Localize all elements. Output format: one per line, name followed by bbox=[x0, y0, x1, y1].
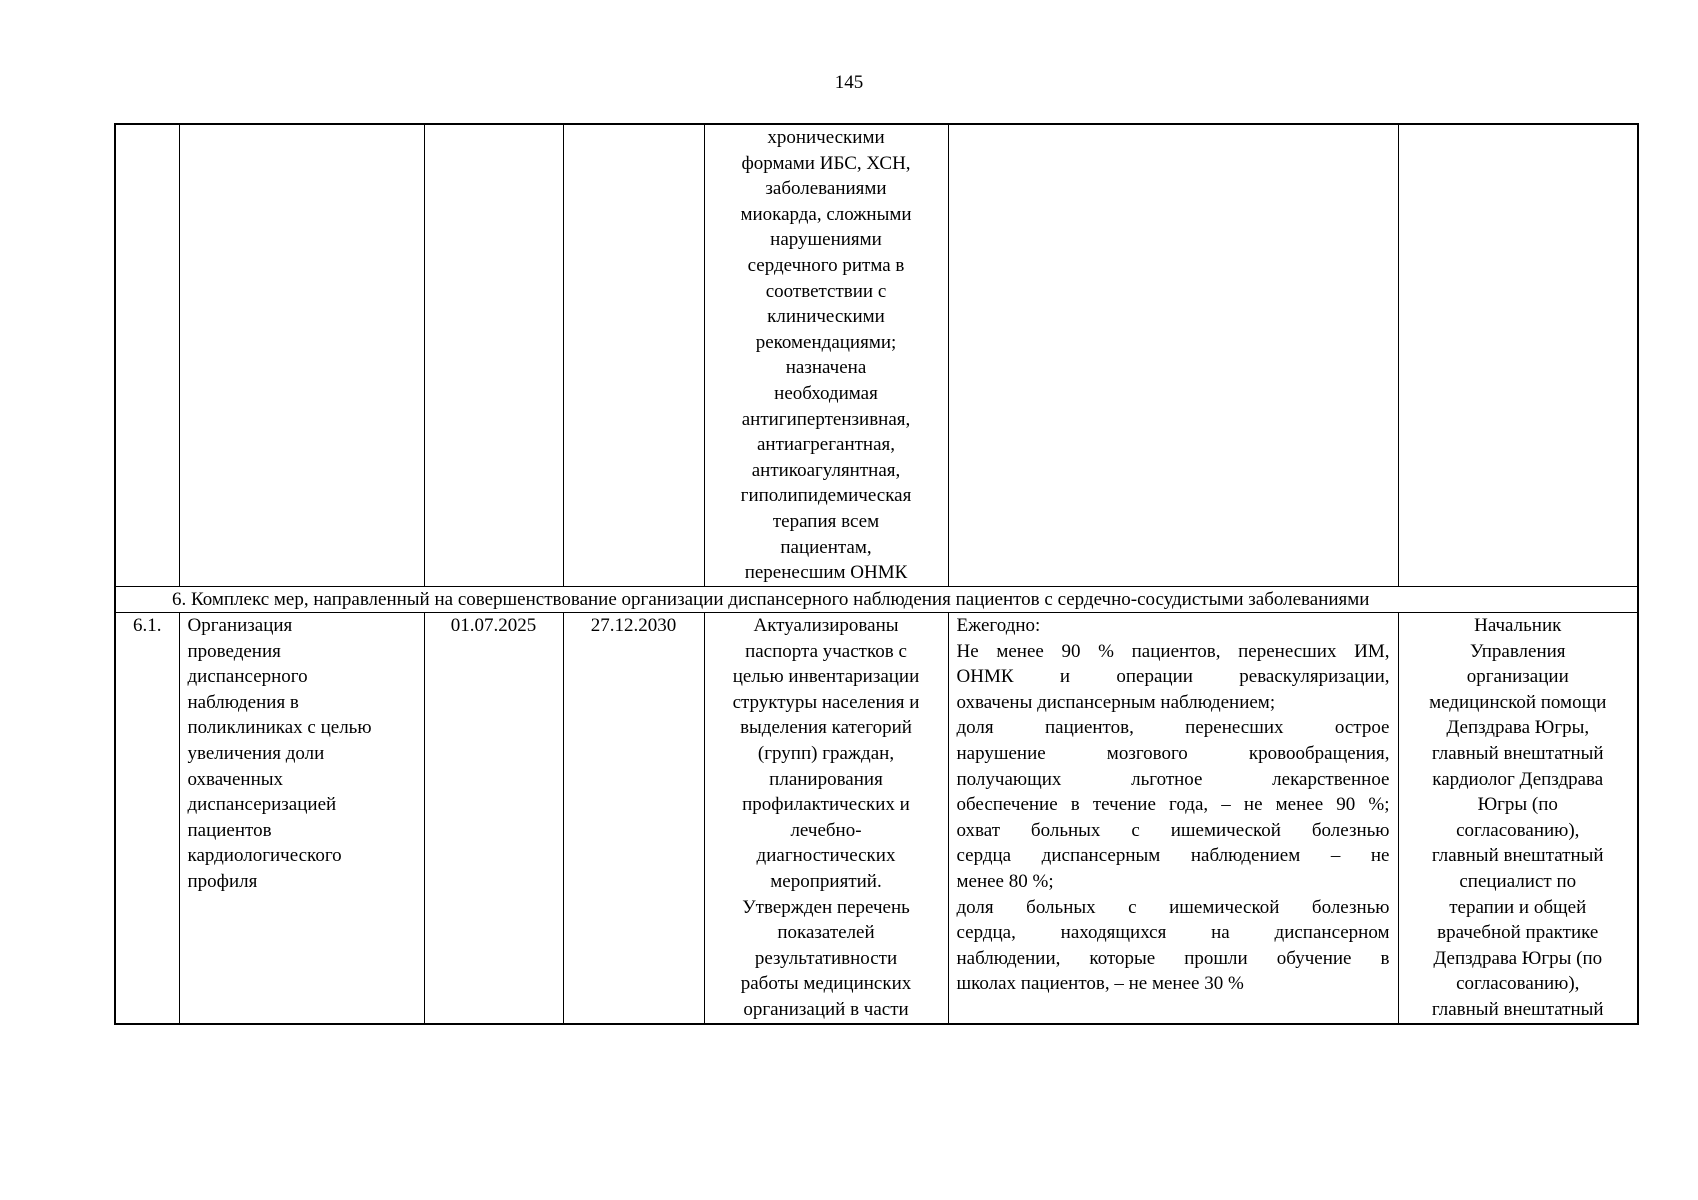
text-line: Утвержден перечень bbox=[742, 896, 910, 918]
text-line: согласованию), bbox=[1456, 819, 1580, 841]
responsible-text bbox=[1407, 613, 1630, 1023]
text-line: антиагрегантная, bbox=[756, 434, 896, 456]
text-line: соответствии с bbox=[765, 280, 887, 302]
text-line: пациентов bbox=[187, 819, 272, 841]
text-line: специалист по bbox=[1459, 870, 1577, 892]
text-line: кардиолог Депздрава bbox=[1432, 768, 1604, 790]
result-text bbox=[713, 613, 940, 1023]
table-row-6-1 bbox=[115, 613, 1638, 1025]
indicators-text-cell bbox=[948, 613, 1398, 1025]
text-line: гиполипидемическая bbox=[740, 485, 912, 507]
text-line: назначена bbox=[785, 357, 867, 379]
indicator-line: школах пациентов, – не менее 30 % bbox=[956, 973, 1244, 995]
text-line: диспансеризацией bbox=[187, 794, 337, 816]
text-line: (групп) граждан, bbox=[757, 742, 895, 764]
measure-text bbox=[188, 613, 416, 895]
text-line: миокарда, сложными bbox=[740, 203, 912, 225]
text-line: работы медицинских bbox=[740, 973, 912, 995]
text-line: Начальник bbox=[1474, 615, 1562, 636]
section-title: 6. Комплекс мер, направленный на совершенствование организации диспансерного наблюдения пациентов с сердечно-сосудистыми заболеваниями bbox=[115, 587, 1638, 613]
text-line: Организация bbox=[187, 615, 293, 636]
indicator-line: наблюдении, которые прошли обучение в bbox=[956, 947, 1390, 969]
text-line: необходимая bbox=[774, 382, 878, 404]
text-line: клиническими bbox=[767, 306, 885, 328]
text-line: заболеваниями bbox=[765, 178, 887, 200]
text-line: паспорта участков с bbox=[745, 640, 907, 662]
text-line: целью инвентаризации bbox=[732, 666, 920, 688]
text-line: увеличения доли bbox=[187, 742, 325, 764]
text-line: Актуализированы bbox=[753, 615, 899, 636]
start-date: 01.07.2025 bbox=[424, 613, 563, 1025]
indicator-line: Не менее 90 % пациентов, перенесших ИМ, bbox=[956, 640, 1390, 662]
text-line: главный внештатный bbox=[1431, 742, 1604, 764]
indicator-line: охват больных с ишемической болезнью bbox=[956, 819, 1390, 841]
text-line: врачебной практике bbox=[1437, 922, 1599, 944]
text-line: терапии и общей bbox=[1449, 896, 1587, 918]
end-date: 27.12.2030 bbox=[563, 613, 704, 1025]
text-line: проведения bbox=[187, 640, 281, 662]
section-row bbox=[115, 587, 1638, 613]
indicator-line: ОНМК и операции реваскуляризации, bbox=[956, 666, 1390, 688]
indicator-line: доля пациентов, перенесших острое bbox=[956, 717, 1390, 739]
indicator-line: обеспечение в течение года, – не менее 90 %; bbox=[956, 794, 1390, 816]
result-cell bbox=[704, 124, 948, 587]
measures-table bbox=[114, 123, 1639, 1025]
responsible-cell bbox=[1398, 124, 1638, 587]
text-line: нарушениями bbox=[770, 229, 882, 251]
end-date-cell bbox=[563, 124, 704, 587]
text-line: профиля bbox=[187, 870, 258, 892]
text-line: диспансерного bbox=[187, 666, 308, 688]
text-line: профилактических и bbox=[742, 794, 910, 816]
start-date-cell bbox=[424, 124, 563, 587]
text-line: диагностических bbox=[756, 845, 896, 867]
result-text bbox=[713, 125, 940, 586]
text-line: мероприятий. bbox=[770, 870, 882, 892]
indicator-line: получающих льготное лекарственное bbox=[956, 768, 1390, 790]
text-line: хроническими bbox=[767, 127, 885, 148]
text-line: лечебно- bbox=[790, 819, 862, 841]
text-line: Югры (по bbox=[1477, 794, 1558, 816]
indicator-line: охвачены диспансерным наблюдением; bbox=[956, 691, 1276, 713]
text-line: пациентам, bbox=[780, 536, 872, 558]
text-line: формами ИБС, ХСН, bbox=[741, 152, 911, 174]
text-line: медицинской помощи bbox=[1429, 691, 1607, 713]
text-line: терапия всем bbox=[772, 510, 880, 532]
indicator-line: менее 80 %; bbox=[956, 870, 1054, 892]
text-line: выделения категорий bbox=[740, 717, 912, 739]
text-line: Депздрава Югры, bbox=[1446, 717, 1590, 739]
indicator-line: сердца, находящихся на диспансерном bbox=[956, 922, 1390, 944]
page-number: 145 bbox=[834, 72, 864, 93]
text-line: поликлиниках с целью bbox=[187, 717, 372, 739]
indicators-cell bbox=[948, 124, 1398, 587]
text-line: организации bbox=[1466, 666, 1569, 688]
continuation-row bbox=[115, 124, 1638, 587]
text-line: Управления bbox=[1469, 640, 1566, 662]
result-text-cell bbox=[704, 613, 948, 1025]
responsible-text-cell bbox=[1398, 613, 1638, 1025]
indicator-line: нарушение мозгового кровообращения, bbox=[956, 742, 1390, 764]
indicators-lead: Ежегодно: bbox=[956, 615, 1041, 636]
text-line: антигипертензивная, bbox=[741, 408, 911, 430]
text-line: планирования bbox=[769, 768, 883, 790]
text-line: перенесшим ОНМК bbox=[744, 562, 908, 584]
text-line: рекомендациями; bbox=[755, 331, 897, 353]
indicator-line: доля больных с ишемической болезнью bbox=[956, 896, 1390, 918]
text-line: организаций в части bbox=[743, 998, 909, 1020]
text-line: сердечного ритма в bbox=[747, 254, 905, 276]
text-line: антикоагулянтная, bbox=[751, 459, 901, 481]
text-line: Депздрава Югры (по bbox=[1433, 947, 1603, 969]
measure-text-cell bbox=[179, 613, 424, 1025]
measure-cell bbox=[179, 124, 424, 587]
indicators-text bbox=[957, 639, 1390, 997]
text-line: результативности bbox=[754, 947, 898, 969]
text-line: охваченных bbox=[187, 768, 284, 790]
number-cell bbox=[115, 124, 179, 587]
text-line: кардиологического bbox=[187, 845, 342, 867]
row-number: 6.1. bbox=[115, 613, 179, 1025]
text-line: наблюдения в bbox=[187, 691, 299, 713]
text-line: главный внештатный bbox=[1431, 845, 1604, 867]
indicator-line: сердца диспансерным наблюдением – не bbox=[956, 845, 1390, 867]
text-line: показателей bbox=[777, 922, 875, 944]
text-line: главный внештатный bbox=[1431, 998, 1604, 1020]
text-line: структуры населения и bbox=[732, 691, 920, 713]
text-line: согласованию), bbox=[1456, 973, 1580, 995]
